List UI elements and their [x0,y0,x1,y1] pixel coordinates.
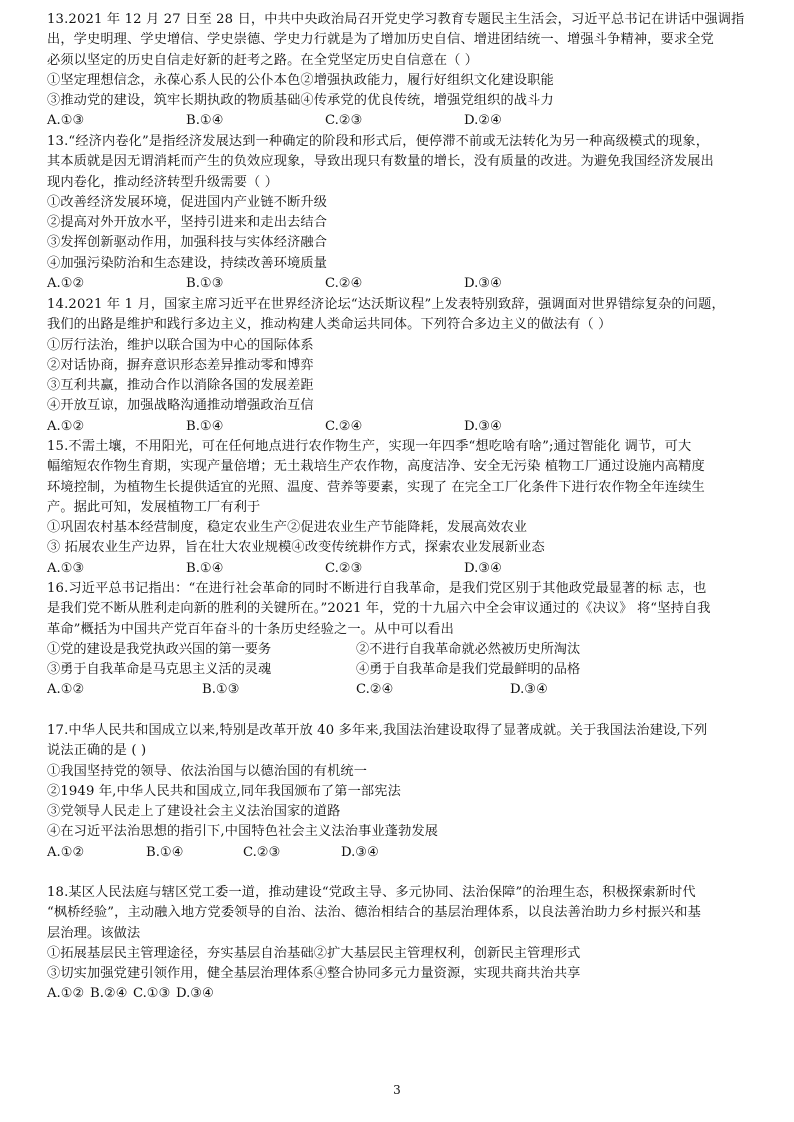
option-b[interactable]: B.①④ [146,844,184,860]
option-a[interactable]: A.①② [47,418,85,434]
statement-2: ②不进行自我革命就必然被历史所淘汰 [356,641,581,657]
question-18-grassroots-governance [47,883,755,1005]
question-text-line: 出，学史明理、学史增信、学史崇德、学史力行就是为了增加历史自信、增进团结统一、增强斗争精神，要求全党 [47,32,714,48]
statement-line: ①巩固农村基本经营制度，稳定农业生产②促进农业生产节能降耗，发展高效农业 [47,520,528,536]
option-d[interactable]: D.③④ [464,560,502,576]
question-text-line: 17.中华人民共和国成立以来,特别是改革开放 40 多年来,我国法治建设取得了显著成就。关于我国法治建设,下列 [47,723,708,738]
question-text-line: “枫桥经验”，主动融入地方党委领导的自治、法治、德治相结合的基层治理体系，以良法善治助力乡村振兴和基 [47,905,701,921]
option-b[interactable]: B.①④ [186,418,224,434]
option-b[interactable]: B.①③ [202,682,240,698]
option-d[interactable]: D.③④ [464,418,502,434]
question-text-line: 18.某区人民法庭与辖区党工委一道，推动建设“党政主导、多元协同、法治保障”的治理生态，积极探索新时代 [47,885,696,900]
question-text-line: 14.2021 年 1 月，国家主席习近平在世界经济论坛“达沃斯议程”上发表特别致辞，强调面对世界错综复杂的问题， [47,297,725,312]
statement-line: ①坚定理想信念，永葆心系人民的公仆本色②增强执政能力，履行好组织文化建设职能 [47,72,554,88]
answer-options [47,111,755,131]
statement-line: ③ 拓展农业生产边界，旨在壮大农业规模④改变传统耕作方式，探索农业发展新业态 [47,540,545,556]
statement-line: ④在习近平法治思想的指引下,中国特色社会主义法治事业蓬勃发展 [47,824,439,840]
question-text-line: 13.2021 年 12 月 27 日至 28 日，中共中央政治局召开党史学习教育专题民主生活会，习近平总书记在讲话中强调指 [47,12,745,27]
option-b[interactable]: B.①③ [186,276,224,292]
option-b[interactable]: B.②④ [90,986,128,1002]
option-a[interactable]: A.①② [47,844,85,860]
statement-line: ②对话协商，摒弃意识形态差异推动零和博弈 [47,357,314,373]
statement-line: ③切实加强党建引领作用，健全基层治理体系④整合协同多元力量资源，实现共商共治共享 [47,966,581,982]
option-a[interactable]: A.①③ [47,113,85,129]
question-text-line: 现内卷化，推动经济转型升级需要（ ） [47,174,279,190]
option-a[interactable]: A.①② [47,986,85,1002]
statement-line: ①拓展基层民主管理途径，夯实基层自治基础②扩大基层民主管理权利，创新民主管理形式 [47,945,581,961]
option-d[interactable]: D.②④ [464,113,502,129]
option-a[interactable]: A.①③ [47,560,85,576]
statement-line: ①厉行法治，维护以联合国为中心的国际体系 [47,337,314,353]
question-13-history-confidence [47,10,755,132]
question-13-economic-involution [47,132,755,294]
option-d[interactable]: D.③④ [176,986,214,1002]
question-text-line: 革命”概括为中国共产党百年奋斗的十条历史经验之一。从中可以看出 [47,621,455,637]
statement-pair-line [47,640,755,660]
statement-4: ④勇于自我革命是我们党最鲜明的品格 [356,662,581,678]
statement-line: ①我国坚持党的领导、依法治国与以德治国的有机统一 [47,763,368,779]
question-text-line: 13.“经济内卷化”是指经济发展达到一种确定的阶段和形式后，便停滞不前或无法转化为另一种高级模式的现象， [47,134,710,149]
statement-3: ③勇于自我革命是马克思主义活的灵魂 [47,662,272,678]
question-text-line: 其本质就是因无谓消耗而产生的负效应现象，导致出现只有数量的增长，没有质量的改进。为避免我国经济发展出 [47,154,714,170]
answer-options [47,274,755,294]
option-c[interactable]: C.②④ [325,276,363,292]
option-c[interactable]: C.②③ [243,844,281,860]
question-text-line: 产。据此可知，发展植物工厂有利于 [47,499,261,515]
question-14-multilateralism [47,295,755,437]
option-c[interactable]: C.②③ [325,560,363,576]
question-text-line: 是我们党不断从胜利走向新的胜利的关键所在。”2021 年，党的十九届六中全会审议通过的《决议》 将“坚持自我 [47,601,711,617]
option-a[interactable]: A.①② [47,276,85,292]
statement-line: ③党领导人民走上了建设社会主义法治国家的道路 [47,804,341,820]
question-text-line: 说法正确的是 ( ) [47,743,147,759]
statement-1: ①党的建设是我党执政兴国的第一要务 [47,641,272,657]
answer-options [47,680,755,700]
statement-line: ③互利共赢，推动合作以消除各国的发展差距 [47,378,314,394]
page-number: 3 [393,1083,401,1097]
option-c[interactable]: C.①③ [133,986,171,1002]
statement-line: ①改善经济发展环境，促进国内产业链不断升级 [47,194,328,210]
question-17-rule-of-law [47,721,755,863]
statement-line: ③发挥创新驱动作用，加强科技与实体经济融合 [47,235,328,251]
question-text-line: 必须以坚定的历史自信走好新的赶考之路。在全党坚定历史自信意在（ ） [47,52,479,68]
question-text-line: 幅缩短农作物生育期，实现产量倍增；无土栽培生产农作物，高度洁净、安全无污染 植物工厂通过设施内高精度 [47,459,705,475]
statement-line: ④加强污染防治和生态建设，持续改善环境质量 [47,255,328,271]
question-text-line: 15.不需土壤，不用阳光，可在任何地点进行农作物生产，实现一年四季“想吃啥有啥”;通过智能化 调节，可大 [47,439,692,454]
option-c[interactable]: C.②③ [325,113,363,129]
option-a[interactable]: A.①② [47,682,85,698]
question-text-line: 16.习近平总书记指出：“在进行社会革命的同时不断进行自我革命，是我们党区别于其他政党最显著的标 志，也 [47,581,707,596]
question-16-self-revolution [47,579,755,701]
question-15-plant-factory [47,437,755,579]
answer-options [47,417,755,437]
statement-line: ④开放互谅，加强战略沟通推动增强政治互信 [47,398,314,414]
option-d[interactable]: D.③④ [510,682,548,698]
answer-options [47,843,755,863]
statement-line: ②1949 年,中华人民共和国成立,同年我国颁布了第一部宪法 [47,783,401,799]
option-c[interactable]: C.②④ [325,418,363,434]
statement-pair-line [47,660,755,680]
question-text-line: 环境控制，为植物生长提供适宜的光照、温度、营养等要素，实现了 在完全工厂化条件下进行农作物全年连续生 [47,479,705,495]
option-d[interactable]: D.③④ [341,844,379,860]
question-text-line: 层治理。该做法 [47,925,141,941]
option-d[interactable]: D.③④ [464,276,502,292]
statement-line: ③推动党的建设，筑牢长期执政的物质基础④传承党的优良传统，增强党组织的战斗力 [47,93,554,109]
answer-options [47,984,755,1004]
option-b[interactable]: B.①④ [186,113,224,129]
answer-options [47,559,755,579]
question-text-line: 我们的出路是维护和践行多边主义，推动构建人类命运共同体。下列符合多边主义的做法有（ ） [47,317,612,333]
option-c[interactable]: C.②④ [356,682,394,698]
statement-line: ②提高对外开放水平，坚持引进来和走出去结合 [47,215,328,231]
option-b[interactable]: B.①④ [186,560,224,576]
